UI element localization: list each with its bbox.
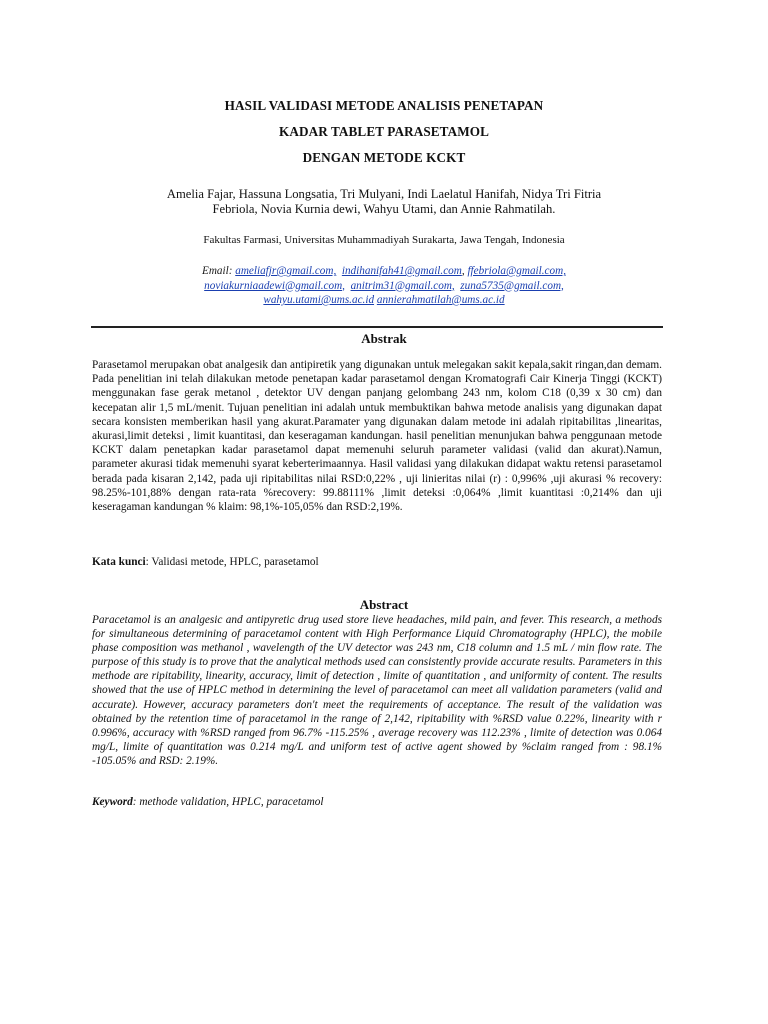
email-label: Email:	[201, 265, 233, 277]
abstract-heading: Abstract	[359, 597, 409, 612]
email-link[interactable]: ffebriola@gmail.com,	[467, 265, 566, 277]
title-line-2: KADAR TABLET PARASETAMOL	[278, 124, 489, 139]
kata-kunci-label: Kata kunci	[92, 556, 146, 568]
email-link[interactable]: ameliafjr@gmail.com,	[235, 265, 337, 277]
authors-line-2: Febriola, Novia Kurnia dewi, Wahyu Utami, dan Annie Rahmatilah.	[212, 202, 556, 216]
email-link[interactable]: noviakurniaadewi@gmail.com,	[204, 279, 345, 292]
keywords-values: : methode validation, HPLC, paracetamol	[132, 796, 324, 808]
email-link[interactable]: zuna5735@gmail.com,	[460, 279, 564, 292]
email-line-3	[90, 293, 678, 308]
email-separator: ,	[461, 265, 465, 277]
email-link[interactable]: wahyu.utami@ums.ac.id	[263, 294, 375, 306]
email-line-2	[90, 279, 678, 294]
authors-line-1: Amelia Fajar, Hassuna Longsatia, Tri Mulyani, Indi Laelatul Hanifah, Nidya Tri Fitria	[166, 187, 602, 201]
email-link[interactable]: annierahmatilah@ums.ac.id	[376, 294, 505, 306]
email-link[interactable]: indihanifah41@gmail.com	[341, 265, 462, 277]
section-divider	[91, 326, 663, 328]
abstract-body: Paracetamol is an analgesic and antipyretic drug used store lieve headaches, mild pain, and fever. This research, a methods for simultaneous determining of paracetamol content with High Performance Liquid Chromatography (HPLC), the mobile phase composition was methanol , wavelength of the UV detector was 243 nm, C18 column and 1.5 mL / min flow rate. The purpose of this study is to prove that the analytical methods used can consistently provide accurate results. Parameters in this methode are ripitability, linearity, accuracy, limit of detection , limite of quantitation , and uniformity of content. The results showed that the use of HPLC method in determining the level of paracetamol can meet all validation parameters (valid and accurate). However, accuracy parameters don't meet the requirements of acceptance. The result of the validation was obtained by the retention time of paracetamol in the range of 2,142, ripitability with %RSD value 0.22%, linearity with r 0.996%, accuracy with %RSD ranged from 96.7% -115.25% , average recovery was 112.23% , limite of detection was 0.064 mg/L, limite of quantitation was 0.214 mg/L and uniform test of active agent showed by %claim ranged from : 98.1% -105.05% and RSD: 2.19%.	[92, 614, 662, 767]
title-line-3: DENGAN METODE KCKT	[302, 150, 466, 165]
keywords	[92, 796, 662, 808]
title-line-1: HASIL VALIDASI METODE ANALISIS PENETAPAN	[224, 98, 544, 113]
email-block	[90, 264, 678, 308]
kata-kunci-values: : Validasi metode, HPLC, parasetamol	[145, 556, 319, 568]
author-list	[90, 187, 678, 217]
abstrak-heading: Abstrak	[361, 331, 407, 346]
keywords-label: Keyword	[92, 796, 133, 808]
email-line-1	[90, 264, 678, 279]
abstrak-body: Parasetamol merupakan obat analgesik dan antipiretik yang digunakan untuk melegakan sakit kepala,sakit ringan,dan demam. Pada penelitian ini telah dilakukan metode penetapan kadar parasetamol dengan Kromatografi Cair Kinerja Tinggi (KCKT) menggunakan fase gerak metanol , detektor UV dengan panjang gelombang 243 nm, kolom C18 (0,39 x 30 cm) dan kecepatan alir 1,5 mL/menit. Tujuan penelitian ini adalah untuk membuktikan bahwa metode analisis yang digunakan dapat secara konsisten memberikan hasil yang akurat.Paramater yang digunakan dalam metode ini adalah ripitabilitas ,linearitas, akurasi,limit deteksi , limit kuantitasi, dan keseragaman kandungan. hasil penelitian menunjukan bahwa penggunaan metode KCKT dalam penetapkan kadar parasetamol dapat memenuhi seluruh parameter validasi (valid dan akurat).Namun, parameter akurasi tidak memenuhi syarat keberterimaannya. Hasil validasi yang dilakukan didapat waktu retensi parasetamol berada pada kisaran 2,142, pada uji ripitabilitas nilai RSD:0,22% , uji linieritas nilai (r) : 0,996% ,uji akurasi % recovery: 98.25%-101,88% dengan rata-rata %recovery: 99.88111% ,limit deteksi :0,064% ,limit kuantitasi :0,214% dan uji keseragaman kandungan % klaim: 98,1%-105,05% dan RSD:2,19%.	[92, 359, 662, 514]
affiliation: Fakultas Farmasi, Universitas Muhammadiyah Surakarta, Jawa Tengah, Indonesia	[203, 234, 565, 246]
email-link[interactable]: anitrim31@gmail.com,	[350, 279, 455, 292]
kata-kunci	[92, 556, 662, 568]
